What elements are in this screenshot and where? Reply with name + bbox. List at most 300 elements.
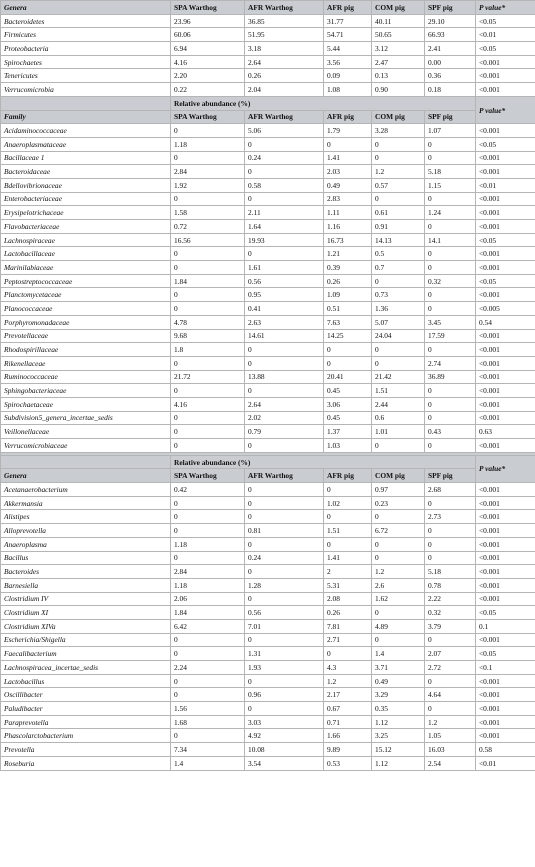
value-cell: 3.03 [245,715,324,729]
genus-row [1,496,535,510]
pvalue-cell: <0.05 [476,274,535,288]
pvalue-cell: <0.001 [476,343,535,357]
family-row [1,247,535,261]
value-cell: 0.79 [245,425,324,439]
value-cell: 1.92 [171,178,245,192]
value-cell: 0 [425,674,476,688]
value-cell: 1.15 [425,178,476,192]
family-row [1,411,535,425]
value-cell: 0.90 [372,83,425,97]
value-cell: 1.12 [372,756,425,770]
phylum-lead-label: Genera [1,1,171,15]
phylum-row [1,28,535,42]
value-cell: 0 [171,288,245,302]
genus-row [1,756,535,770]
genus-name-cell: Bacillus [1,551,171,565]
value-cell: 0 [245,510,324,524]
value-cell: 1.05 [425,729,476,743]
value-cell: 0 [245,537,324,551]
value-cell: 15.12 [372,743,425,757]
value-cell: 0 [171,524,245,538]
genus-lead-label: Genera [1,469,171,483]
phylum-name-cell: Verrucomicrobia [1,83,171,97]
genus-row [1,619,535,633]
value-cell: 14.1 [425,233,476,247]
phylum-name-cell: Spirochaetes [1,55,171,69]
value-cell: 2.72 [425,661,476,675]
value-cell: 0.26 [245,69,324,83]
family-name-cell: Sphingobacteriaceae [1,384,171,398]
pvalue-cell: <0.005 [476,302,535,316]
value-cell: 17.59 [425,329,476,343]
value-cell: 0 [425,439,476,453]
phylum-name-cell: Tenericutes [1,69,171,83]
value-cell: 0.51 [324,302,372,316]
value-cell: 0 [372,343,425,357]
value-cell: 51.95 [245,28,324,42]
value-cell: 3.06 [324,397,372,411]
value-cell: 2.74 [425,356,476,370]
value-cell: 0 [425,702,476,716]
pvalue-cell: <0.001 [476,411,535,425]
value-cell: 60.06 [171,28,245,42]
value-cell: 0.71 [324,715,372,729]
value-cell: 5.44 [324,42,372,56]
value-cell: 0 [171,688,245,702]
col-header-pvalue: P value* [476,455,535,482]
genus-name-cell: Paludibacter [1,702,171,716]
pvalue-cell: <0.001 [476,151,535,165]
family-row [1,233,535,247]
family-name-cell: Bacteroidaceae [1,165,171,179]
value-cell: 7.81 [324,619,372,633]
value-cell: 0 [245,343,324,357]
value-cell: 1.01 [372,425,425,439]
value-cell: 0 [245,633,324,647]
value-cell: 36.85 [245,14,324,28]
genus-name-cell: Clostridium IV [1,592,171,606]
value-cell: 0 [425,220,476,234]
value-cell: 0 [171,425,245,439]
value-cell: 0 [245,165,324,179]
family-row [1,343,535,357]
value-cell: 1.51 [324,524,372,538]
family-name-cell: Verrucomicrobiaceae [1,439,171,453]
value-cell: 0.45 [324,411,372,425]
family-row [1,137,535,151]
value-cell: 3.29 [372,688,425,702]
value-cell: 0.96 [245,688,324,702]
family-name-cell: Lactobacillaceae [1,247,171,261]
value-cell: 1.02 [324,496,372,510]
genus-row [1,578,535,592]
value-cell: 0.61 [372,206,425,220]
value-cell: 5.18 [425,165,476,179]
value-cell: 0.18 [425,83,476,97]
pvalue-cell: <0.001 [476,261,535,275]
value-cell: 0 [425,192,476,206]
genus-row [1,510,535,524]
relative-abundance-label: Relative abundance (%) [171,455,476,469]
genus-row [1,661,535,675]
family-row [1,397,535,411]
value-cell: 7.34 [171,743,245,757]
value-cell: 13.88 [245,370,324,384]
value-cell: 0.97 [372,483,425,497]
value-cell: 31.77 [324,14,372,28]
family-row [1,178,535,192]
pvalue-cell: <0.001 [476,384,535,398]
value-cell: 0 [425,496,476,510]
col-header-afr-pig: AFR pig [324,110,372,124]
family-name-cell: Flavobacteriaceae [1,220,171,234]
pvalue-cell: 0.54 [476,315,535,329]
col-header-spf-pig: SPF pig [425,1,476,15]
value-cell: 0.45 [324,384,372,398]
value-cell: 24.04 [372,329,425,343]
phylum-name-cell: Proteobacteria [1,42,171,56]
pvalue-cell: <0.001 [476,510,535,524]
family-row [1,356,535,370]
value-cell: 0 [425,247,476,261]
value-cell: 0.35 [372,702,425,716]
value-cell: 0 [171,192,245,206]
value-cell: 0 [245,384,324,398]
pvalue-cell: <0.001 [476,69,535,83]
value-cell: 1.4 [372,647,425,661]
pvalue-cell: <0.001 [476,674,535,688]
value-cell: 0.49 [324,178,372,192]
pvalue-cell: <0.001 [476,565,535,579]
pvalue-cell: <0.01 [476,756,535,770]
value-cell: 0.67 [324,702,372,716]
pvalue-cell: <0.05 [476,606,535,620]
value-cell: 19.93 [245,233,324,247]
value-cell: 0.22 [171,83,245,97]
genus-abundance-row [1,455,535,469]
family-name-cell: Marinilabiaceae [1,261,171,275]
value-cell: 66.93 [425,28,476,42]
value-cell: 0 [425,137,476,151]
value-cell: 1.8 [171,343,245,357]
family-name-cell: Peptostreptococcaceae [1,274,171,288]
value-cell: 2.73 [425,510,476,524]
pvalue-cell: <0.001 [476,633,535,647]
value-cell: 0 [425,551,476,565]
value-cell: 3.79 [425,619,476,633]
family-name-cell: Erysipelotrichaceae [1,206,171,220]
pvalue-cell: <0.001 [476,496,535,510]
value-cell: 16.73 [324,233,372,247]
value-cell: 0 [245,496,324,510]
value-cell: 0.6 [372,411,425,425]
value-cell: 2.84 [171,165,245,179]
family-abundance-row [1,96,535,110]
value-cell: 5.31 [324,578,372,592]
family-name-cell: Porphyromonadaceae [1,315,171,329]
value-cell: 0 [245,674,324,688]
value-cell: 14.25 [324,329,372,343]
family-row [1,384,535,398]
value-cell: 1.24 [425,206,476,220]
pvalue-cell: <0.001 [476,83,535,97]
value-cell: 0 [324,510,372,524]
family-header-row [1,110,535,124]
value-cell: 0 [425,261,476,275]
family-row [1,288,535,302]
value-cell: 0.26 [324,274,372,288]
pvalue-cell: <0.001 [476,551,535,565]
value-cell: 0.00 [425,55,476,69]
pvalue-cell: <0.001 [476,206,535,220]
value-cell: 0.42 [171,483,245,497]
value-cell: 0.5 [372,247,425,261]
value-cell: 0.56 [245,606,324,620]
value-cell: 9.68 [171,329,245,343]
table-body [1,1,535,771]
genus-name-cell: Acetanaerobacterium [1,483,171,497]
value-cell: 3.45 [425,315,476,329]
phylum-row [1,55,535,69]
value-cell: 0.53 [324,756,372,770]
pvalue-cell: <0.001 [476,220,535,234]
phylum-name-cell: Bacteroidetes [1,14,171,28]
value-cell: 1.84 [171,606,245,620]
value-cell: 0 [372,356,425,370]
col-header-pvalue: P value* [476,1,535,15]
value-cell: 2.07 [425,647,476,661]
pvalue-cell: <0.001 [476,702,535,716]
value-cell: 0 [245,247,324,261]
value-cell: 1.12 [372,715,425,729]
value-cell: 0 [372,274,425,288]
value-cell: 1.56 [171,702,245,716]
genus-row [1,702,535,716]
family-row [1,206,535,220]
family-name-cell: Subdivision5_genera_incertae_sedis [1,411,171,425]
pvalue-cell: <0.01 [476,28,535,42]
family-row [1,315,535,329]
value-cell: 0 [425,151,476,165]
col-header-com-pig: COM pig [372,110,425,124]
value-cell: 0.81 [245,524,324,538]
family-name-cell: Lachnospiraceae [1,233,171,247]
value-cell: 1.68 [171,715,245,729]
family-row [1,165,535,179]
value-cell: 0 [372,151,425,165]
col-header-spa-warthog: SPA Warthog [171,1,245,15]
value-cell: 2.04 [245,83,324,97]
phylum-row [1,42,535,56]
pvalue-cell: 0.63 [476,425,535,439]
value-cell: 1.61 [245,261,324,275]
value-cell: 4.89 [372,619,425,633]
pvalue-cell: <0.05 [476,233,535,247]
genus-name-cell: Oscillibacter [1,688,171,702]
value-cell: 4.16 [171,397,245,411]
col-header-afr-pig: AFR pig [324,469,372,483]
family-name-cell: Enterobacteriaceae [1,192,171,206]
family-row [1,124,535,138]
family-lead-label: Family [1,110,171,124]
col-header-afr-warthog: AFR Warthog [245,1,324,15]
genus-row [1,483,535,497]
value-cell: 0 [245,565,324,579]
value-cell: 0.57 [372,178,425,192]
value-cell: 36.89 [425,370,476,384]
value-cell: 3.18 [245,42,324,56]
value-cell: 54.71 [324,28,372,42]
value-cell: 0 [245,702,324,716]
value-cell: 0 [372,137,425,151]
value-cell: 2.06 [171,592,245,606]
value-cell: 0 [425,411,476,425]
family-row [1,439,535,453]
value-cell: 1.37 [324,425,372,439]
family-name-cell: Anaeroplasmataceae [1,137,171,151]
genus-row [1,743,535,757]
value-cell: 9.89 [324,743,372,757]
genus-name-cell: Clostridium XIVa [1,619,171,633]
value-cell: 0 [425,343,476,357]
family-name-cell: Planctomycetaceae [1,288,171,302]
genus-name-cell: Barnesiella [1,578,171,592]
value-cell: 20.41 [324,370,372,384]
col-header-afr-warthog: AFR Warthog [245,110,324,124]
genus-name-cell: Faecalibacterium [1,647,171,661]
pvalue-cell: <0.05 [476,42,535,56]
value-cell: 0 [171,510,245,524]
value-cell: 7.01 [245,619,324,633]
family-name-cell: Bacillaceae 1 [1,151,171,165]
value-cell: 0 [245,483,324,497]
value-cell: 0 [324,537,372,551]
value-cell: 0.95 [245,288,324,302]
value-cell: 16.56 [171,233,245,247]
value-cell: 2.11 [245,206,324,220]
value-cell: 0.32 [425,274,476,288]
value-cell: 0 [372,633,425,647]
value-cell: 1.2 [372,165,425,179]
value-cell: 10.08 [245,743,324,757]
pvalue-cell: <0.001 [476,439,535,453]
value-cell: 0.23 [372,496,425,510]
value-cell: 0.56 [245,274,324,288]
family-name-cell: Ruminococcaceae [1,370,171,384]
value-cell: 0.91 [372,220,425,234]
col-header-spa-warthog: SPA Warthog [171,469,245,483]
genus-row [1,715,535,729]
value-cell: 0.43 [425,425,476,439]
value-cell: 3.71 [372,661,425,675]
family-name-cell: Prevotellaceae [1,329,171,343]
value-cell: 21.72 [171,370,245,384]
value-cell: 2.54 [425,756,476,770]
value-cell: 1.93 [245,661,324,675]
value-cell: 2 [324,565,372,579]
value-cell: 3.12 [372,42,425,56]
value-cell: 0.24 [245,151,324,165]
genus-name-cell: Anaeroplasma [1,537,171,551]
family-name-cell: Rikenellaceae [1,356,171,370]
family-row [1,220,535,234]
value-cell: 1.41 [324,151,372,165]
value-cell: 1.16 [324,220,372,234]
blank-cell [1,96,171,110]
value-cell: 2.83 [324,192,372,206]
value-cell: 0 [425,302,476,316]
genus-row [1,551,535,565]
value-cell: 0.72 [171,220,245,234]
genus-name-cell: Bacteroides [1,565,171,579]
value-cell: 23.96 [171,14,245,28]
col-header-afr-pig: AFR pig [324,1,372,15]
value-cell: 2.84 [171,565,245,579]
value-cell: 0 [245,192,324,206]
value-cell: 0.73 [372,288,425,302]
value-cell: 0 [324,137,372,151]
genus-name-cell: Alistipes [1,510,171,524]
value-cell: 0 [171,729,245,743]
pvalue-cell: <0.05 [476,647,535,661]
value-cell: 1.2 [324,674,372,688]
value-cell: 0 [171,551,245,565]
pvalue-cell: <0.001 [476,483,535,497]
value-cell: 0 [171,124,245,138]
genus-name-cell: Lachnospiracea_incertae_sedis [1,661,171,675]
value-cell: 2.64 [245,397,324,411]
col-header-spf-pig: SPF pig [425,110,476,124]
value-cell: 0 [372,510,425,524]
value-cell: 2.71 [324,633,372,647]
genus-name-cell: Lactobacillus [1,674,171,688]
value-cell: 2.24 [171,661,245,675]
value-cell: 2.44 [372,397,425,411]
value-cell: 0 [372,192,425,206]
family-row [1,329,535,343]
col-header-com-pig: COM pig [372,469,425,483]
value-cell: 1.18 [171,537,245,551]
value-cell: 0 [171,647,245,661]
genus-row [1,674,535,688]
value-cell: 4.64 [425,688,476,702]
value-cell: 1.36 [372,302,425,316]
genus-row [1,565,535,579]
value-cell: 0 [171,302,245,316]
value-cell: 1.4 [171,756,245,770]
value-cell: 1.31 [245,647,324,661]
value-cell: 1.41 [324,551,372,565]
value-cell: 1.51 [372,384,425,398]
value-cell: 6.42 [171,619,245,633]
pvalue-cell: 0.1 [476,619,535,633]
value-cell: 2.6 [372,578,425,592]
col-header-spa-warthog: SPA Warthog [171,110,245,124]
pvalue-cell: <0.001 [476,329,535,343]
value-cell: 0.41 [245,302,324,316]
value-cell: 50.65 [372,28,425,42]
value-cell: 0 [425,384,476,398]
family-row [1,151,535,165]
value-cell: 14.13 [372,233,425,247]
value-cell: 2.63 [245,315,324,329]
value-cell: 5.06 [245,124,324,138]
value-cell: 2.47 [372,55,425,69]
value-cell: 0.13 [372,69,425,83]
value-cell: 0.49 [372,674,425,688]
value-cell: 1.2 [372,565,425,579]
pvalue-cell: <0.001 [476,524,535,538]
